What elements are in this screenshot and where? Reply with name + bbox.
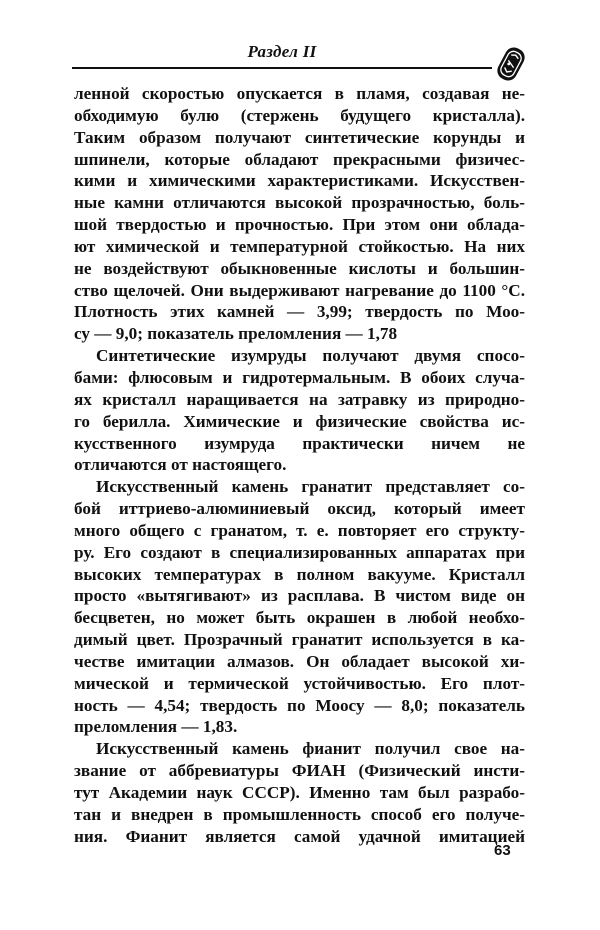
- text-line: ленной скоростью опускается в пламя, создавая не-: [74, 84, 525, 103]
- section-title: Раздел II: [247, 42, 317, 61]
- text-line: кусственного изумруда практически ничем не: [74, 433, 525, 453]
- text-line: преломления — 1,83.: [74, 717, 238, 737]
- text-line: ях кристалл наращивается на затравку из природно-: [74, 389, 525, 409]
- text-line: звание от аббревиатуры ФИАН (Физический инсти-: [74, 761, 525, 781]
- text-line: Таким образом получают синтетические корунды и: [74, 127, 525, 147]
- text-line: ство щелочей. Они выдерживают нагревание до 1100 °С.: [74, 280, 525, 300]
- text-line: шпинели, которые обладают прекрасными физичес-: [74, 149, 525, 169]
- text-line: бой иттриево-алюминиевый оксид, который имеет: [74, 499, 525, 519]
- text-line: отличаются от настоящего.: [74, 455, 287, 475]
- text-line: бесцветен, но может быть окрашен в любой необхо-: [74, 608, 525, 628]
- text-line: честве имитации алмазов. Он обладает высокой хи-: [74, 651, 525, 671]
- page-body: [74, 83, 525, 848]
- text-line: Плотность этих камней — 3,99; твердость по Моо-: [74, 302, 525, 322]
- paragraph-first-line: Синтетические изумруды получают двумя спосо-: [96, 346, 525, 366]
- text-line: ют химической и температурной стойкостью. На них: [74, 236, 525, 256]
- text-line: высоких температурах в полном вакууме. Кристалл: [74, 564, 525, 584]
- text-line: го берилла. Химические и физические свойства ис-: [74, 411, 525, 431]
- text-line: много общего с гранатом, т. е. повторяет его структу-: [74, 520, 525, 540]
- paragraph-first-line: Искусственный камень гранатит представляет со-: [96, 477, 525, 497]
- gem-icon: [496, 44, 526, 84]
- text-line: димый цвет. Прозрачный гранатит используется в ка-: [74, 630, 525, 650]
- running-header: [72, 38, 492, 70]
- page-number: 63: [494, 842, 511, 859]
- paragraph-first-line: Искусственный камень фианит получил свое на-: [96, 739, 525, 759]
- text-line: ные камни отличаются высокой прозрачностью, боль-: [74, 193, 525, 213]
- text-line: просто «вытягивают» из расплава. В чистом виде он: [74, 586, 525, 606]
- text-line: обходимую булю (стержень будущего кристалла).: [74, 105, 525, 125]
- text-line: не воздействуют обыкновенные кислоты и большин-: [74, 258, 525, 278]
- text-line: ния. Фианит является самой удачной имитацией: [74, 826, 525, 846]
- text-line: тут Академии наук СССР). Именно там был разрабо-: [74, 783, 525, 802]
- header-rule: [72, 67, 492, 69]
- text-line: мической и термической устойчивостью. Его плот-: [74, 673, 525, 693]
- text-line: тан и внедрен в промышленность способ его получе-: [74, 804, 525, 824]
- text-line: ность — 4,54; твердость по Моосу — 8,0; показатель: [74, 695, 525, 715]
- text-line: ру. Его создают в специализированных аппаратах при: [74, 542, 525, 562]
- text-line: бами: флюсовым и гидротермальным. В обоих случа-: [74, 367, 525, 387]
- text-line: шой твердостью и прочностью. При этом они облада-: [74, 215, 525, 235]
- text-line: су — 9,0; показатель преломления — 1,78: [74, 324, 398, 344]
- text-line: кими и химическими характеристиками. Искусствен-: [74, 171, 525, 191]
